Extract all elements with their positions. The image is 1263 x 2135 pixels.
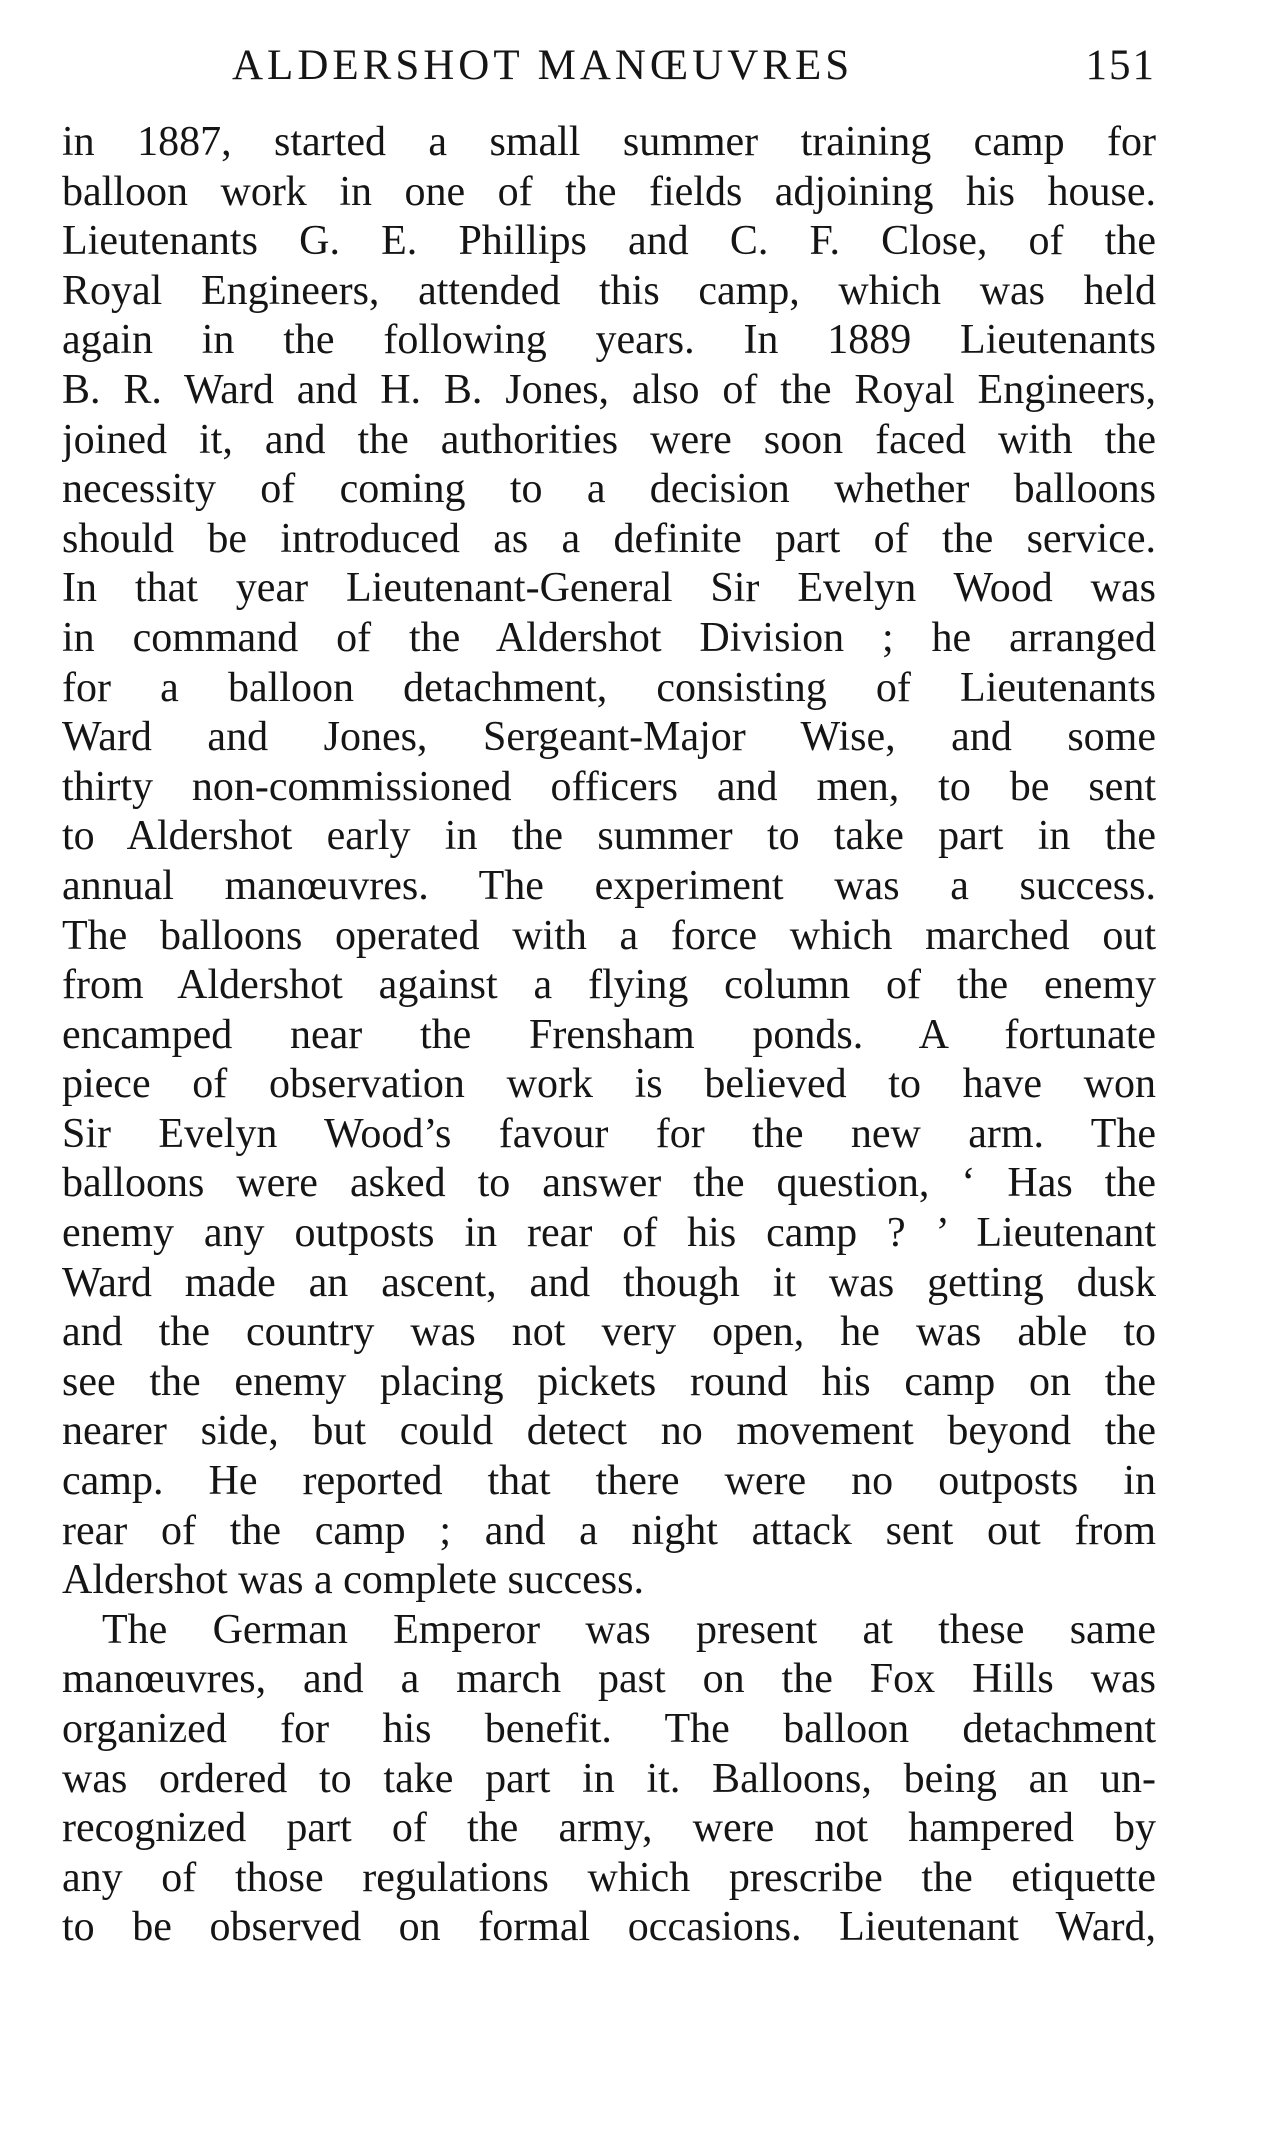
text-line: any of those regulations which prescribe the etiquette: [62, 1854, 1156, 1901]
text-line: in 1887, started a small summer training camp for: [62, 119, 1156, 165]
paragraph-1: [62, 118, 1156, 1606]
text-line: camp. He reported that there were no outposts in: [62, 1458, 1156, 1505]
text-line: organized for his benefit. The balloon detachment: [62, 1706, 1156, 1752]
text-line: annual manœuvres. The experiment was a success.: [62, 862, 1156, 909]
text-line: in command of the Aldershot Division ; he arranged: [62, 614, 1156, 661]
text-line: to be observed on formal occasions. Lieutenant Ward,: [62, 1904, 1156, 1951]
text-line: for a balloon detachment, consisting of Lieutenants: [62, 664, 1156, 711]
text-line: balloons were asked to answer the question, ‘ Has the: [62, 1160, 1156, 1207]
text-line: thirty non-commissioned officers and men, to be sent: [62, 763, 1156, 810]
text-line: Ward and Jones, Sergeant-Major Wise, and some: [62, 714, 1156, 761]
text-line: necessity of coming to a decision whether balloons: [62, 466, 1156, 513]
text-line: should be introduced as a definite part of the service.: [62, 515, 1156, 562]
text-line: recognized part of the army, were not hampered by: [62, 1805, 1156, 1852]
text-line: B. R. Ward and H. B. Jones, also of the Royal Engineers,: [62, 366, 1156, 413]
text-line: Ward made an ascent, and though it was getting dusk: [62, 1259, 1156, 1306]
page-number: 151: [1085, 42, 1156, 89]
running-title: ALDERSHOT MANŒUVRES: [232, 42, 854, 89]
text-line: joined it, and the authorities were soon faced with the: [62, 416, 1156, 463]
text-line: Royal Engineers, attended this camp, which was held: [62, 267, 1156, 314]
text-line: Aldershot was a complete success.: [62, 1557, 644, 1604]
text-line: see the enemy placing pickets round his camp on the: [62, 1358, 1156, 1405]
text-line: encamped near the Frensham ponds. A fortunate: [62, 1011, 1156, 1058]
text-line: In that year Lieutenant-General Sir Evelyn Wood was: [62, 565, 1156, 612]
paragraph-2: [62, 1606, 1156, 1953]
text-line: was ordered to take part in it. Balloons, being an un-: [62, 1755, 1156, 1802]
text-line: to Aldershot early in the summer to take part in the: [62, 813, 1156, 860]
text-line: Sir Evelyn Wood’s favour for the new arm. The: [62, 1110, 1156, 1157]
text-line: The balloons operated with a force which marched out: [62, 912, 1156, 959]
text-line: The German Emperor was present at these same: [102, 1606, 1156, 1653]
text-line: nearer side, but could detect no movement beyond the: [62, 1408, 1156, 1455]
body-text: [62, 118, 1156, 1953]
text-line: manœuvres, and a march past on the Fox Hills was: [62, 1656, 1156, 1703]
text-line: rear of the camp ; and a night attack sent out from: [62, 1507, 1156, 1554]
text-line: and the country was not very open, he was able to: [62, 1309, 1156, 1356]
text-line: balloon work in one of the fields adjoining his house.: [62, 168, 1156, 215]
text-line: Lieutenants G. E. Phillips and C. F. Close, of the: [62, 218, 1156, 265]
text-line: enemy any outposts in rear of his camp ? ’ Lieutenant: [62, 1210, 1156, 1257]
text-line: piece of observation work is believed to have won: [62, 1061, 1156, 1108]
running-head: [62, 36, 1156, 96]
text-line: from Aldershot against a flying column of the enemy: [62, 962, 1156, 1009]
text-line: again in the following years. In 1889 Lieutenants: [62, 317, 1156, 364]
